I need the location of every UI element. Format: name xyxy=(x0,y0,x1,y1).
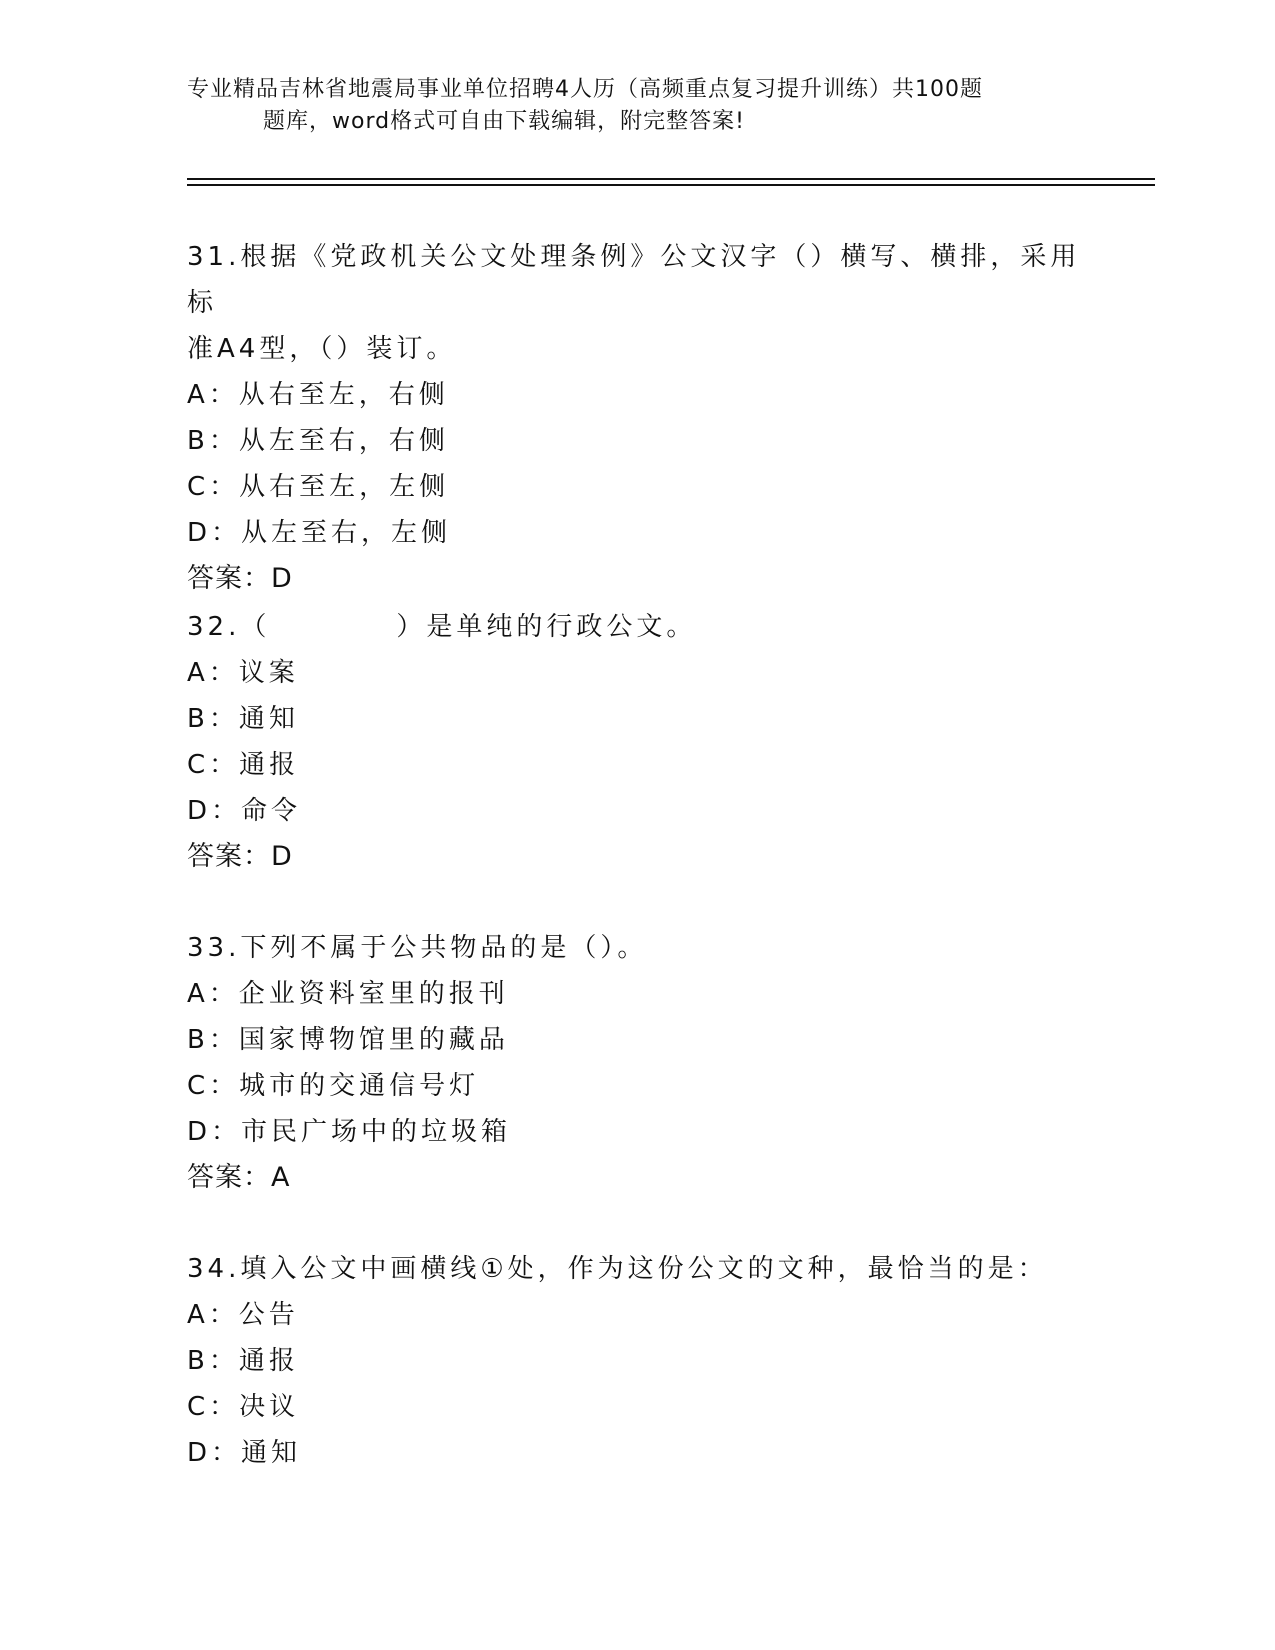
header-divider-bottom xyxy=(187,184,1155,186)
option-c: C：从右至左，左侧 xyxy=(187,472,450,502)
option-d: D：从左至右，左侧 xyxy=(187,518,452,548)
answer: 答案：D xyxy=(187,841,293,872)
option-d: D：市民广场中的垃圾箱 xyxy=(187,1117,512,1147)
question-32 xyxy=(187,604,1087,880)
question-31 xyxy=(187,234,1087,602)
question-stem-line-1: 31.根据《党政机关公文处理条例》公文汉字（）横写、横排，采用标 xyxy=(187,242,1081,318)
question-stem xyxy=(187,604,1087,650)
answer: 答案：D xyxy=(187,563,293,594)
option-c: C：通报 xyxy=(187,750,300,780)
document-title xyxy=(187,74,1067,138)
question-stem: 33.下列不属于公共物品的是（）。 xyxy=(187,933,648,963)
title-line-1: 专业精品吉林省地震局事业单位招聘4人历（高频重点复习提升训练）共100题 xyxy=(187,77,983,102)
question-stem-suffix: ）是单纯的行政公文。 xyxy=(396,612,697,642)
option-d: D：通知 xyxy=(187,1438,302,1468)
option-a: A：议案 xyxy=(187,658,299,688)
option-c: C：城市的交通信号灯 xyxy=(187,1071,480,1101)
question-stem-prefix: 32.（ xyxy=(187,612,271,642)
title-line-2: 题库，word格式可自由下载编辑，附完整答案! xyxy=(263,109,745,134)
option-d: D：命令 xyxy=(187,796,302,826)
question-34 xyxy=(187,1246,1087,1476)
header-divider-top xyxy=(187,178,1155,180)
question-stem: 34.填入公文中画横线①处，作为这份公文的文种，最恰当的是： xyxy=(187,1254,1048,1284)
option-b: B：通知 xyxy=(187,704,299,734)
answer: 答案：A xyxy=(187,1162,291,1193)
option-a: A：从右至左，右侧 xyxy=(187,380,449,410)
option-b: B：从左至右，右侧 xyxy=(187,426,449,456)
option-a: A：企业资料室里的报刊 xyxy=(187,979,509,1009)
option-a: A：公告 xyxy=(187,1300,299,1330)
question-stem-line-2: 准A4型，（）装订。 xyxy=(187,334,457,364)
question-33 xyxy=(187,925,1087,1201)
option-c: C：决议 xyxy=(187,1392,300,1422)
option-b: B：通报 xyxy=(187,1346,299,1376)
option-b: B：国家博物馆里的藏品 xyxy=(187,1025,509,1055)
